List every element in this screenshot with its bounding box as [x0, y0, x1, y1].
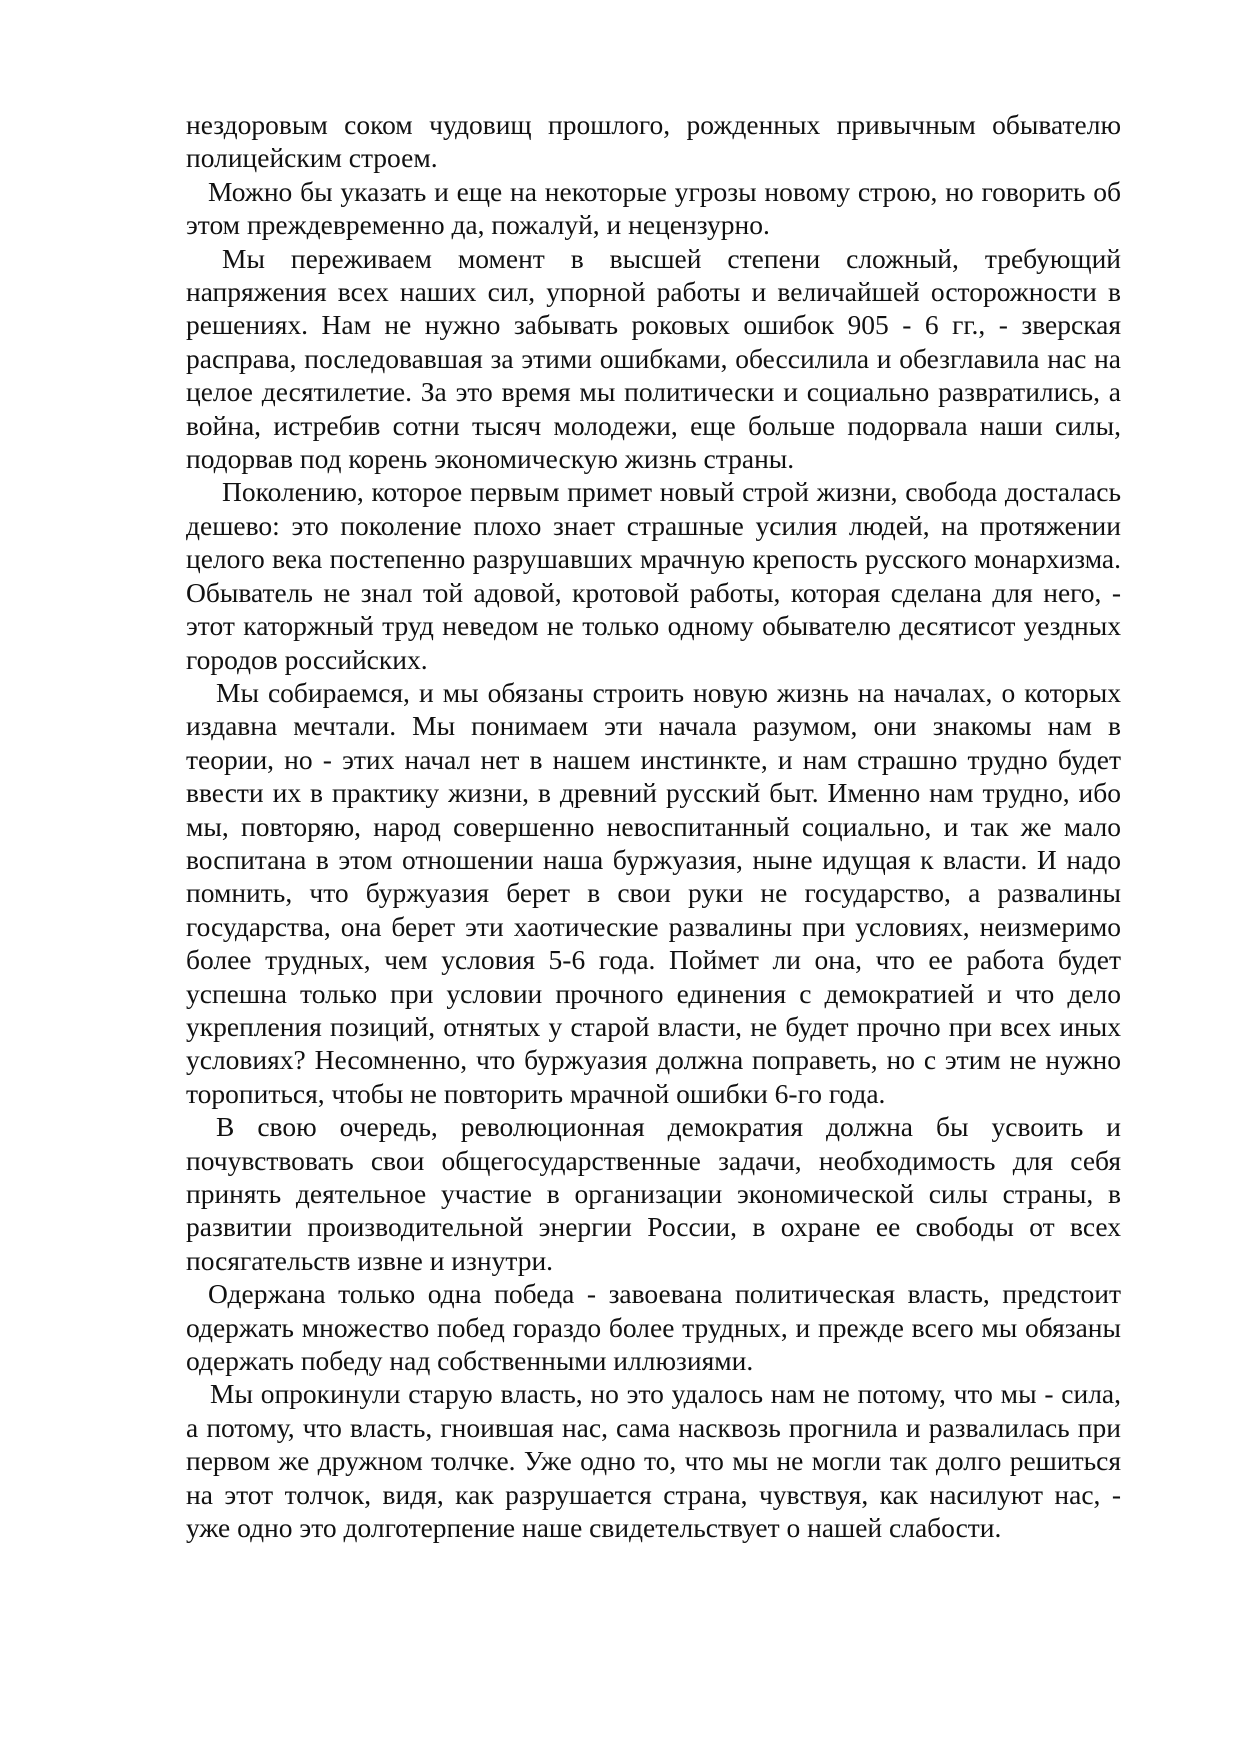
- paragraph-3: Мы переживаем момент в высшей степени сложный, требующий напряжения всех наших сил, упорной работы и величайшей осторожности в решениях. Нам не нужно забывать роковых ошибок 905 - 6 гг., - зверская расправа, последовавшая за этими ошибками, обессилила и обезглавила нас на целое десятилетие. За это время мы политически и социально развратились, а война, истребив сотни тысяч молодежи, еще больше подорвала наши силы, подорвав под корень экономическую жизнь страны.: [186, 242, 1121, 475]
- paragraph-4: Поколению, которое первым примет новый строй жизни, свобода досталась дешево: это поколение плохо знает страшные усилия людей, на протяжении целого века постепенно разрушавших мрачную крепость русского монархизма. Обыватель не знал той адовой, кротовой работы, которая сделана для него, - этот каторжный труд неведом не только одному обывателю десятисот уездных городов российских.: [186, 476, 1121, 675]
- paragraph-6: В свою очередь, революционная демократия должна бы усвоить и почувствовать свои общегосударственные задачи, необходимость для себя принять деятельное участие в организации экономической силы страны, в развитии производительной энергии России, в охране ее свободы от всех посягательств извне и изнутри.: [186, 1111, 1121, 1276]
- paragraph-5: Мы собираемся, и мы обязаны строить новую жизнь на началах, о которых издавна мечтали. Мы понимаем эти начала разумом, они знакомы нам в теории, но - этих начал нет в нашем инстинкте, и нам страшно трудно будет ввести их в практику жизни, в древний русский быт. Именно нам трудно, ибо мы, повторяю, народ совершенно невоспитанный социально, и так же мало воспитана в этом отношении наша буржуазия, ныне идущая к власти. И надо помнить, что буржуазия берет в свои руки не государство, а развалины государства, она берет эти хаотические развалины при условиях, неизмеримо более трудных, чем условия 5-6 года. Поймет ли она, что ее работа будет успешна только при условии прочного единения с демократией и что дело укрепления позиций, отнятых у старой власти, не будет прочно при всех иных условиях? Несомненно, что буржуазия должна поправеть, но с этим не нужно торопиться, чтобы не повторить мрачной ошибки 6-го года.: [186, 676, 1121, 1109]
- paragraph-7: Одержана только одна победа - завоевана политическая власть, предстоит одержать множество побед гораздо более трудных, и прежде всего мы обязаны одержать победу над собственными иллюзиями.: [186, 1278, 1121, 1377]
- document-page: [186, 108, 1121, 1544]
- paragraph-1: нездоровым соком чудовищ прошлого, рожденных привычным обывателю полицейским строем.: [186, 109, 1121, 174]
- paragraph-2: Можно бы указать и еще на некоторые угрозы новому строю, но говорить об этом преждевременно да, пожалуй, и нецензурно.: [186, 175, 1121, 241]
- paragraph-8: Мы опрокинули старую власть, но это удалось нам не потому, что мы - сила, а потому, что власть, гноившая нас, сама насквозь прогнила и развалилась при первом же дружном толчке. Уже одно то, что мы не могли так долго решиться на этот толчок, видя, как разрушается страна, чувствуя, как насилуют нас, - уже одно это долготерпение наше свидетельствует о нашей слабости.: [186, 1378, 1121, 1544]
